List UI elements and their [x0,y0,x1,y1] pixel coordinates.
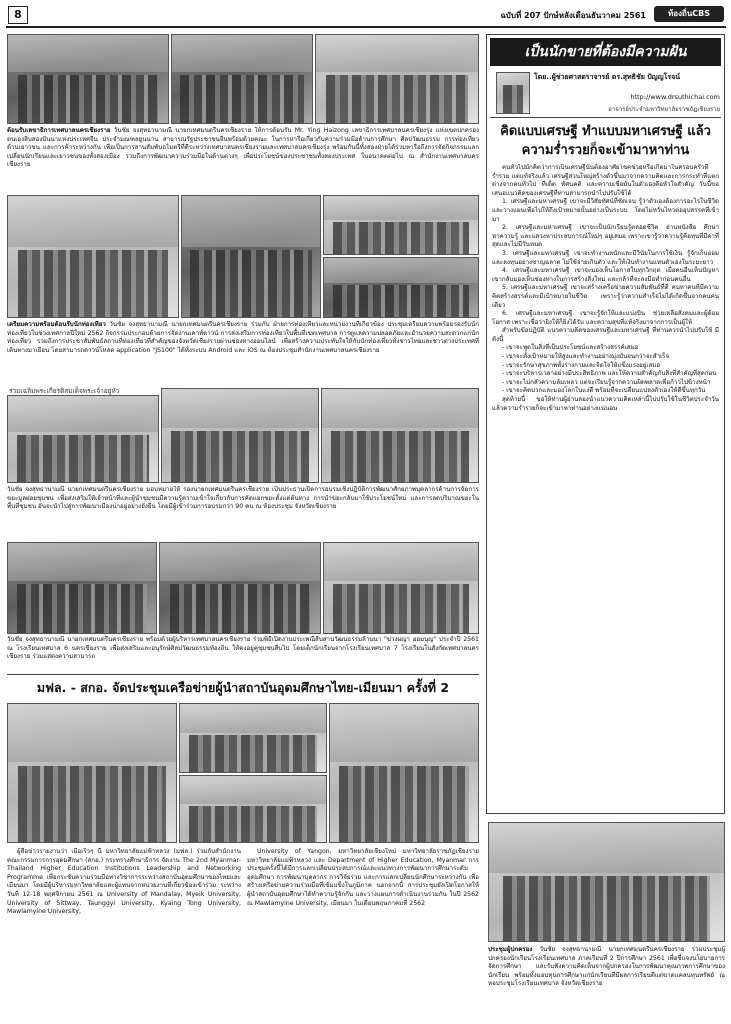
photo-reception-3 [315,34,479,124]
column-paragraph: 5. เศรษฐีและมหาเศรษฐี เขาจะสร้างเครือข่ายความสัมพันธ์ที่ดี คบหาคนที่มีความคิดสร้างสรรค์และมีเป้าหมายในชีวิต เพราะรู้ว่าความสำเร็จไม่ได้เกิดขึ้นจากคนคนเดียว [492,284,719,309]
column-paragraph: 1. เศรษฐีและมหาเศรษฐี เขาจะมีวิสัยทัศน์ที่ชัดเจน รู้ว่าตัวเองต้องการอะไรในชีวิต และวางแผนเพื่อไปให้ถึงเป้าหมายนั้นอย่างเป็นระบบ โดยไม่หวั่นไหวต่ออุปสรรคที่เข้ามา [492,198,719,223]
photo-seminar-1 [7,395,159,483]
caption-seminar [7,486,479,538]
photo-tourism-1 [7,195,179,318]
photo-seminar-2 [161,388,319,483]
column-paragraph: - เขาจะไม่กลัวความล้มเหลว แต่จะเรียนรู้จากความผิดพลาดเพื่อก้าวไปข้างหน้า [502,378,711,386]
photo-tourism-3 [323,195,479,255]
photo-tourism-4 [323,257,479,318]
page-header [6,4,726,28]
column-paragraph: 2. เศรษฐีและมหาเศรษฐี เขาจะเป็นนักเรียนรู้ตลอดชีวิต อ่านหนังสือ ศึกษาหาความรู้ และแสวงหาประสบการณ์ใหม่ๆ อยู่เสมอ เพราะเขารู้ว่าความรู้คือทุนที่มีค่าที่สุดและไม่มีวันหมด [492,224,719,249]
article-headline: มฟล. - สกอ. จัดประชุมเครือข่ายผู้นำสถาบันอุดมศึกษาไทย-เมียนมา ครั้งที่ 2 [36,680,450,695]
author-website: http://www.drsuthichai.com [630,93,720,101]
column-paragraph: - เขาจะบริหารเวลาอย่างมีประสิทธิภาพ และให้ความสำคัญกับสิ่งที่สำคัญที่สุดก่อน [502,370,717,378]
caption-parents-meeting [488,946,725,1020]
photo-conference-1 [7,703,177,843]
caption-culture [7,636,479,672]
column-paragraph: 6. เศรษฐีและมหาเศรษฐี เขาจะรู้จักให้และแบ่งปัน ช่วยเหลือสังคมและผู้ด้อยโอกาส เพราะเชื่อว่ายิ่งให้ก็ยิ่งได้รับ และความสุขที่แท้จริงมาจากการเป็นผู้ให้ [492,310,719,326]
column-paragraph: สุดท้ายนี้ ขอให้ท่านผู้อ่านลองนำแนวความคิดเหล่านี้ไปปรับใช้ในชีวิตประจำวัน แล้วความร่ำรวยก็จะเข้ามาหาท่านอย่างแน่นอน [492,396,719,412]
page-number: 8 [8,6,28,24]
caption-culture-text: วันชัย จงสุทธานามณี นายกเทศมนตรีนครเชียงราย พร้อมด้วยผู้บริหารเทศบาลนครเชียงราย ร่วมพิธีเปิดงานประเพณีสืบสานวัฒนธรรมล้านนา "ข่วงผญา ฮอมบุญ" ประจำปี 2561 ณ โรงเรียนเทศบาล 6 นครเชียงราย เพื่อส่งเสริมและอนุรักษ์ศิลปวัฒนธรรมท้องถิ่น ให้คงอยู่คู่ชุมชนสืบไป โดยเด็กนักเรียนจากโรงเรียนเทศบาล 7 โรงเรียนในสังกัดเทศบาลนครเชียงราย ร่วมแสดงความสามารถ [7,636,479,661]
photo-culture-1 [7,542,157,634]
photo-reception-2 [171,34,313,124]
column-paragraph: คนทั่วไปมักคิดว่าการเป็นเศรษฐีนั้นต้องอาศัยโชคช่วยหรือเกิดมาในครอบครัวที่ร่ำรวย แต่แท้จริงแล้ว เศรษฐีส่วนใหญ่สร้างตัวขึ้นมาจากความคิดและการกระทำที่แตกต่างจากคนทั่วไป ทีเด็ด ทัศนคติ และความเชื่อมั่นในตัวเองคือหัวใจสำคัญ วันนี้ขอเสนอแนวคิดของเศรษฐีที่ท่านสามารถนำไปปรับใช้ได้ [492,164,719,197]
author-photo [496,72,530,114]
photo-conference-3 [179,775,327,843]
author-byline: โดย..ผู้ช่วยศาสตราจารย์ ดร.สุทธิชัย ปัญญโรจน์ [534,73,681,81]
publication-logo: ท้องถิ่นCBS [654,6,724,22]
column-banner: เป็นนักขายที่ต้องมีความฝัน [490,38,721,66]
seminar-banner: ร่วมเฉลิมพระเกียรติสมเด็จพระเจ้าอยู่หัว [9,387,120,395]
photo-tourism-2 [181,195,321,318]
caption-tourism [7,321,479,383]
photo-parents-meeting [488,822,725,942]
caption-parents-text: วันชัย จงสุทธานามณี นายกเทศมนตรีนครเชียงราย ร่วมประชุมผู้ปกครองนักเรียนโรงเรียนเทศบาล ภาคเรียนที่ 2 ปีการศึกษา 2561 เพื่อชี้แจงนโยบายการจัดการศึกษา และรับฟังความคิดเห็นจากผู้ปกครองในการพัฒนาคุณภาพการศึกษาของนักเรียน พร้อมทั้งมอบทุนการศึกษาแก่นักเรียนที่มีผลการเรียนดีแต่ขาดแคลนทุนทรัพย์ ณ หอประชุมโรงเรียนเทศบาล จังหวัดเชียงราย [488,946,725,988]
column-paragraph: - เขาจะคิดบวกและมองโลกในแง่ดี พร้อมที่จะเปลี่ยนแปลงตัวเองให้ดีขึ้นทุกวัน [502,387,706,395]
photo-conference-4 [329,703,479,843]
column-body [492,164,719,810]
caption-parents-title: ประชุมผู้ปกครอง [488,946,533,953]
photo-conference-2 [179,703,327,773]
column-paragraph: 3. เศรษฐีและมหาเศรษฐี เขาจะทำงานหนักและมีวินัยในการใช้เงิน รู้จักเก็บออมและลงทุนอย่างชาญฉลาด ไม่ใช้จ่ายเกินตัว และให้เงินทำงานแทนตัวเองในระยะยาว [492,249,719,266]
caption-tourism-text: วันชัย จงสุทธานามณี นายกเทศมนตรีนครเชียงราย ร่วมกับ ฝ่ายการท่องเที่ยวและหน่วยงานที่เกี่ยวข้อง ประชุมเตรียมความพร้อมรองรับนักท่องเที่ยวในช่วงเทศกาลปีใหม่ 2562 กิจกรรมประกอบด้วยการจัดงานเคาท์ดาวน์ การส่งเสริมการท่องเที่ยวในพื้นที่เขตเทศบาล การดูแลความปลอดภัยและอำนวยความสะดวกแก่นักท่องเที่ยว รวมถึงการประชาสัมพันธ์สถานที่ท่องเที่ยวที่สำคัญของจังหวัดเชียงรายผ่านช่องทางออนไลน์ เพื่อสร้างความประทับใจให้กับนักท่องเที่ยวทั้งชาวไทยและชาวต่างประเทศที่เดินทางมาเยือน โดยสามารถดาวน์โหลด application "JS100" ได้ทั้งระบบ Android และ iOS ณ ห้องประชุมสำนักงานเทศบาลนครเชียงราย [7,321,479,354]
article-column-2 [247,848,479,1020]
article-paragraph: ผู้สื่อข่าวรายงานว่า เมื่อเร็วๆ นี้ มหาวิทยาลัยแม่ฟ้าหลวง (มฟล.) ร่วมกับสำนักงานคณะกรรมการการอุดมศึกษา (สกอ.) กระทรวงศึกษาธิการ จัดงาน The 2nd Myanmar-Thailand Higher Education Institutions Leadership and Networking Programme เพื่อกระชับความร่วมมือทางวิชาการระหว่างสถาบันอุดมศึกษาของไทยและเมียนมา โดยมีผู้บริหารมหาวิทยาลัยและผู้แทนจากหน่วยงานที่เกี่ยวข้องเข้าร่วม ระหว่างวันที่ 12-18 พฤศจิกายน 2561 ณ University of Mandalay, Myeik University, University of Sittway, Taunggyi University, Kyaing Tong University, Mawlamyine University, [7,848,241,916]
caption-reception-text: วันชัย จงสุทธานามณี นายกเทศมนตรีนครเชียงราย ให้การต้อนรับ Mr. Ying Haizong เลขาธิการเทศบาลนครเชียงรุ่ง แห่งเขตปกครองตนเองสิบสองปันนาแห่งประเทศจีน ประจำมณฑลยูนนาน สาธารณรัฐประชาชนจีนพร้อมด้วยคณะ ในการหารือเกี่ยวกับความร่วมมือด้านการศึกษา ศิลปวัฒนธรรม การท่องเที่ยว ด้านเยาวชน และการค้าระหว่างกัน เพื่อเป็นการสานสัมพันธไมตรีที่ดีระหว่างเทศบาลนครเชียงรายและเทศบาลนครเชียงรุ่ง พร้อมกันนี้ทั้งสองฝ่ายได้ร่วมหารือถึงการจัดกิจกรรมแลกเปลี่ยนนักเรียนและเยาวชนของทั้งสองเมือง รวมถึงการพัฒนาความร่วมมือในด้านต่างๆ เพื่อประโยชน์ของประชาชนทั้งสองประเทศ ในอนาคตต่อไป ณ สำนักงานเทศบาลนครเชียงราย [7,127,479,169]
photo-culture-2 [159,542,321,634]
column-paragraph: สำหรับข้อปฏิบัติ แนวความคิดของเศรษฐีและมหาเศรษฐี ที่ท่านควรนำไปปรับใช้ มีดังนี้ [492,327,719,343]
issue-label: ฉบับที่ 207 ปักษ์หลังเดือนธันวาคม 2561 [500,11,646,20]
article-paragraph: University of Yangon, มหาวิทยาลัยเชียงใหม่ มหาวิทยาลัยราชภัฏเชียงราย มหาวิทยาลัยแม่ฟ้าหลวง และ Department of Higher Education, Myanmar การประชุมครั้งนี้ได้มีการแลกเปลี่ยนประสบการณ์และแนวทางการพัฒนาการศึกษาระดับอุดมศึกษา การพัฒนาบุคลากร การวิจัยร่วม และการแลกเปลี่ยนนักศึกษาระหว่างกัน เพื่อสร้างเครือข่ายความร่วมมือที่เข้มแข็งในภูมิภาค นอกจากนี้ การประชุมยังเปิดโอกาสให้ผู้นำสถาบันอุดมศึกษาได้ทำความรู้จักกัน และวางแผนการดำเนินงานร่วมกัน ในปี 2562 ณ Mawlamyine University, เมียนมา ในเดือนพฤษภาคมที่ 2562 [247,848,479,907]
photo-culture-3 [323,542,479,634]
photo-seminar-3 [321,388,479,483]
column-paragraph: - เขาจะรักษาสุขภาพทั้งร่างกายและจิตใจให้แข็งแรงอยู่เสมอ [502,361,661,369]
headline-rule [7,674,479,675]
column-headline: คิดแบบเศรษฐี ทำแบบมหาเศรษฐี แล้วความร่ำรวยก็จะเข้ามาหาท่าน [500,124,711,158]
article-column-1 [7,848,241,1020]
caption-tourism-title: เตรียมความพร้อมต้อนรับนักท่องเที่ยว [7,321,106,328]
photo-reception-1 [7,34,169,124]
column-paragraph: - เขาจะพูดในสิ่งที่เป็นประโยชน์และสร้างสรรค์เสมอ [502,344,639,352]
caption-reception-title: ต้อนรับเลขาธิการเทศบาลนครเชียงราย [7,127,111,134]
caption-seminar-text: วันชัย จงสุทธานามณี นายกเทศมนตรีนครเชียงราย มอบหมายให้ รองนายกเทศมนตรีนครเชียงราย เป็นประธานเปิดการอบรมเชิงปฏิบัติการพัฒนาศักยภาพบุคลากรด้านการจัดการขยะมูลฝอยชุมชน เพื่อส่งเสริมให้เจ้าหน้าที่และผู้นำชุมชนมีความรู้ความเข้าใจเกี่ยวกับการคัดแยกขยะตั้งแต่ต้นทาง การนำขยะกลับมาใช้ประโยชน์ใหม่ และการลดปริมาณขยะในพื้นที่ชุมชน อันจะนำไปสู่การพัฒนาเมืองน่าอยู่อย่างยั่งยืน โดยมีผู้เข้าร่วมการอบรมกว่า 90 คน ณ ห้องประชุม จังหวัดเชียงราย [7,486,479,511]
column-paragraph: 4. เศรษฐีและมหาเศรษฐี เขาจะมองเห็นโอกาสในทุกวิกฤต เมื่อคนอื่นเห็นปัญหา เขากลับมองเห็นช่องทางในการสร้างสิ่งใหม่ และกล้าที่จะลงมือทำก่อนคนอื่น [492,267,719,283]
column-paragraph: - เขาจะตั้งเป้าหมายให้สูงและทำงานอย่างมุ่งมั่นจนกว่าจะสำเร็จ [502,353,670,361]
caption-reception [7,127,479,189]
column-rule [490,117,721,118]
author-affiliation: อาจารย์ประจำมหาวิทยาลัยราชภัฏเชียงราย [608,106,720,113]
